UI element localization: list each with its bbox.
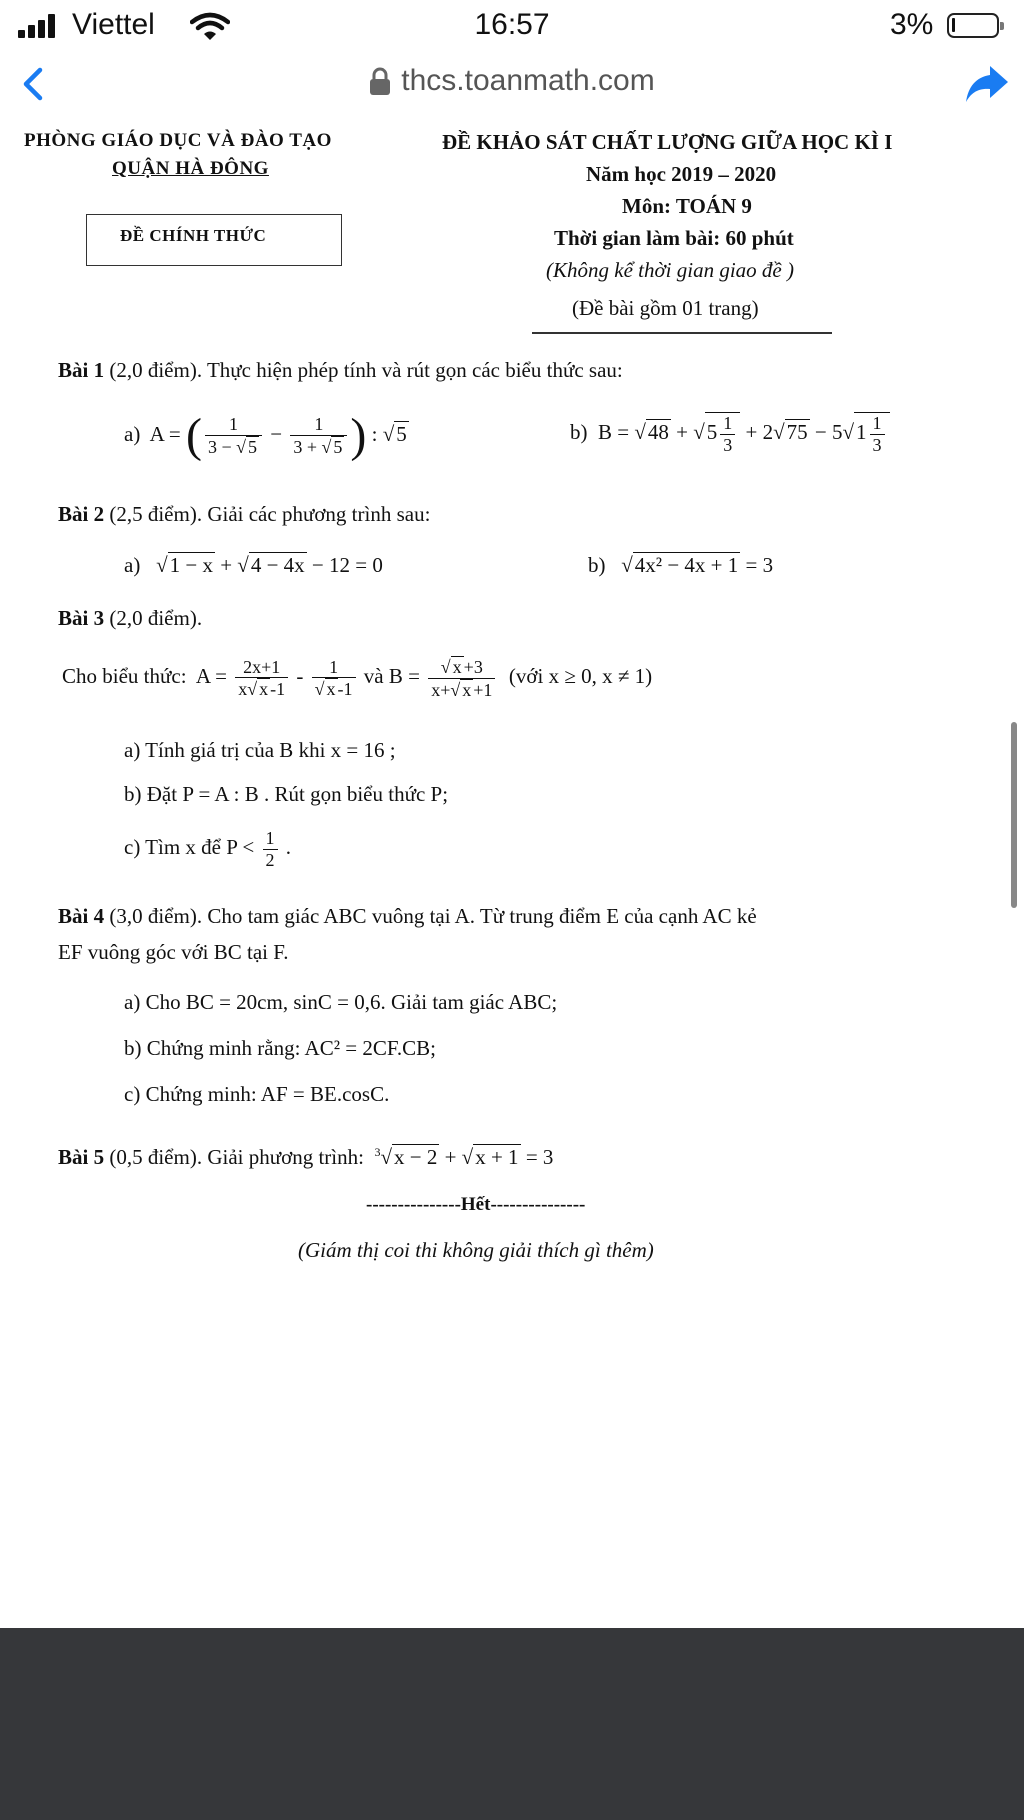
carrier-name: Viettel — [72, 8, 155, 41]
question-1b: b) B = √48 + √5 $\frac{1}{3}$ + 2√75 − 5√1 $\frac{1}{3}$ — [570, 412, 890, 455]
question-3-expressions: Cho biểu thức: A = $\frac{2x+1}{x√ x -1}$ - $\frac{1}{√ x -1}$ và B = $\frac{√ x +3}{x+√ x +1}$ (với x ≥ 0, x ≠ 1) — [62, 656, 653, 700]
end-marker: ---------------Hết--------------- — [366, 1194, 586, 1215]
battery-percent: 3% — [890, 8, 934, 41]
question-4c: c) Chứng minh: AF = BE.cosC. — [124, 1082, 390, 1106]
question-4-line2: EF vuông góc với BC tại F. — [58, 940, 289, 964]
browser-nav-bar — [0, 56, 1024, 112]
question-1a: a) A = ( $\frac{1}{3 - √ 5}$ − $\frac{1}{3 + √ 5}$ ) : √5 — [124, 409, 407, 462]
footer-note: (Giám thị coi thi không giải thích gì thêm) — [298, 1238, 654, 1262]
question-4a: a) Cho BC = 20cm, sinC = 0,6. Giải tam giác ABC; — [124, 990, 558, 1014]
duration-note: (Không kể thời gian giao đề ) — [546, 258, 795, 282]
dept-name: PHÒNG GIÁO DỤC VÀ ĐÀO TẠO — [24, 130, 332, 151]
question-3: Bài 3 (2,0 điểm). — [58, 606, 203, 630]
status-time: 16:57 — [474, 8, 550, 41]
exam-title: ĐỀ KHẢO SÁT CHẤT LƯỢNG GIỮA HỌC KÌ I — [442, 130, 893, 154]
school-year: Năm học 2019 – 2020 — [586, 162, 777, 186]
url-text: thcs.toanmath.com — [401, 64, 655, 97]
lock-icon — [369, 66, 391, 96]
question-3b: b) Đặt P = A : B . Rút gọn biểu thức P; — [124, 782, 449, 806]
district-name: QUẬN HÀ ĐÔNG — [112, 158, 269, 179]
question-4: Bài 4 (3,0 điểm). Cho tam giác ABC vuông tại A. Từ trung điểm E của cạnh AC kẻ — [58, 904, 757, 928]
address-bar[interactable] — [0, 64, 1024, 98]
share-icon[interactable] — [964, 62, 1010, 106]
page-count: (Đề bài gồm 01 trang) — [572, 296, 759, 320]
question-4b: b) Chứng minh rằng: AC² = 2CF.CB; — [124, 1036, 436, 1060]
duration: Thời gian làm bài: 60 phút — [554, 226, 794, 250]
bottom-bar — [0, 1628, 1024, 1820]
scrollbar[interactable] — [1011, 722, 1017, 908]
official-label: ĐỀ CHÍNH THỨC — [120, 226, 267, 245]
question-2b: b) √4x² − 4x + 1 = 3 — [588, 553, 774, 577]
question-5: Bài 5 (0,5 điểm). Giải phương trình: $^3$√x − 2 + √x + 1 = 3 — [58, 1145, 554, 1169]
question-2a: a) √1 − x + √4 − 4x − 12 = 0 — [124, 553, 383, 577]
subject: Môn: TOÁN 9 — [622, 194, 752, 218]
battery-icon — [947, 13, 999, 38]
question-1: Bài 1 (2,0 điểm). Thực hiện phép tính và rút gọn các biểu thức sau: — [58, 358, 623, 382]
exam-document — [0, 118, 1024, 1628]
question-3c: c) Tìm x để P < $\frac{1}{2}$ . — [124, 828, 291, 870]
question-2: Bài 2 (2,5 điểm). Giải các phương trình sau: — [58, 502, 431, 526]
status-bar — [0, 0, 1024, 52]
header-underline — [532, 332, 832, 334]
question-3a: a) Tính giá trị của B khi x = 16 ; — [124, 738, 396, 762]
